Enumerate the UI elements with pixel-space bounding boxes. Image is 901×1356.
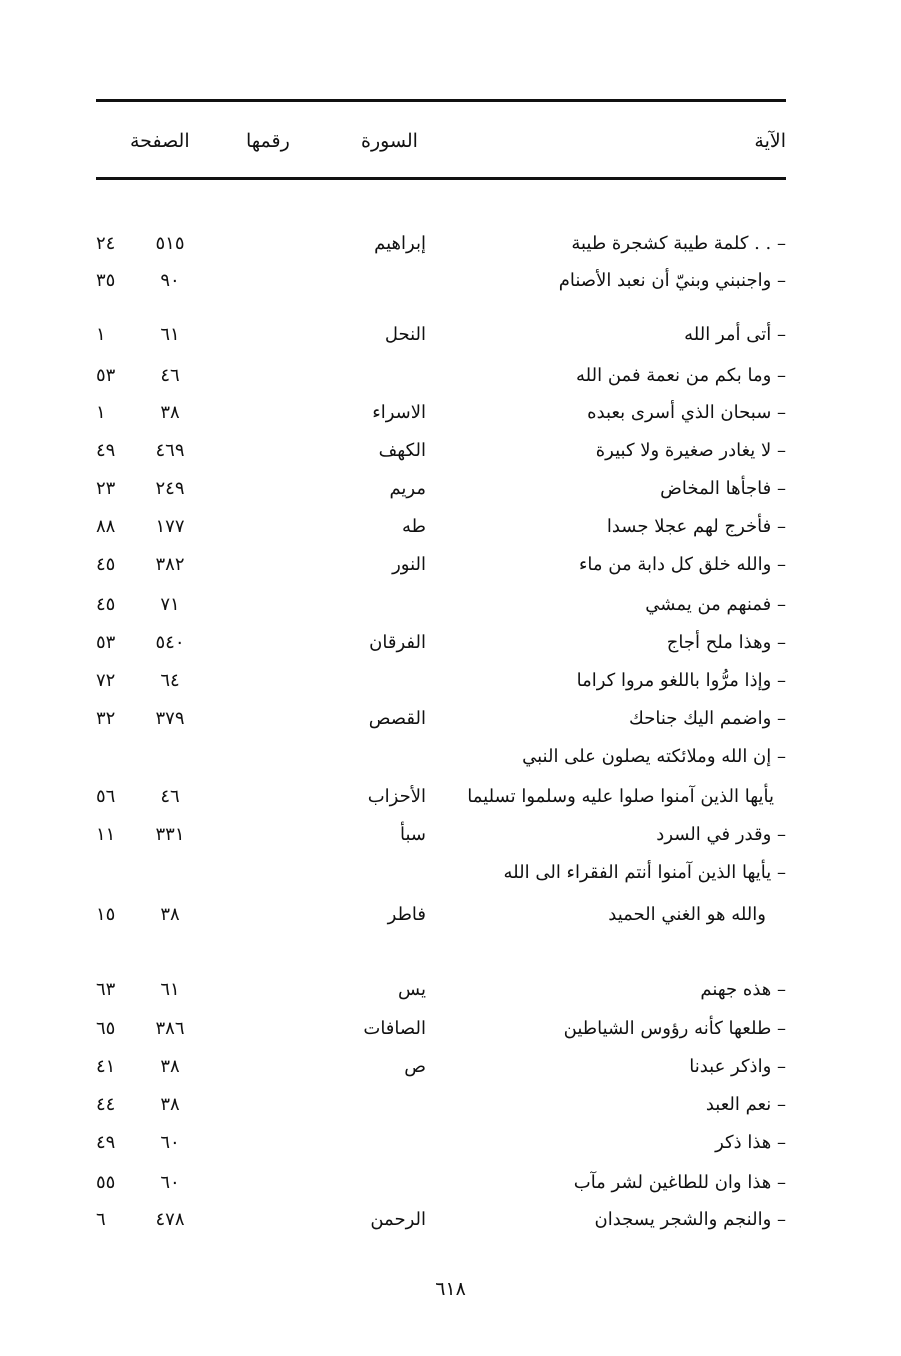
page-ref: ٣٨ bbox=[160, 904, 180, 925]
surah-name: الأحزاب bbox=[367, 786, 426, 807]
surah-name: ص bbox=[404, 1056, 426, 1077]
surah-name: يس bbox=[398, 979, 426, 1000]
verse-text: والله هو الغني الحميد bbox=[608, 904, 766, 925]
verse-text: – نعم العبد bbox=[705, 1094, 786, 1115]
verse-number: ١١ bbox=[96, 824, 116, 845]
page-ref: ٧١ bbox=[160, 594, 180, 615]
surah-name: الكهف bbox=[378, 440, 426, 461]
page-ref: ٦١ bbox=[160, 979, 180, 1000]
verse-number: ٤٥ bbox=[96, 554, 116, 575]
table-row bbox=[96, 1128, 786, 1158]
table-row bbox=[96, 858, 786, 888]
page-ref: ٦٤ bbox=[160, 670, 180, 691]
table-row bbox=[96, 229, 786, 259]
page-ref: ١٧٧ bbox=[155, 516, 185, 537]
verse-number: ٦ bbox=[96, 1209, 106, 1230]
page-ref: ٩٠ bbox=[160, 270, 180, 291]
table-row bbox=[96, 436, 786, 466]
verse-text: – هذا وان للطاغين لشر مآب bbox=[573, 1172, 786, 1193]
verse-text: – سبحان الذي أسرى بعبده bbox=[587, 402, 786, 423]
verse-number: ٣٥ bbox=[96, 270, 116, 291]
table-row bbox=[96, 590, 786, 620]
header-verse: الآية bbox=[754, 130, 786, 152]
page-ref: ٥٤٠ bbox=[155, 632, 185, 653]
verse-number: ٥٣ bbox=[96, 365, 116, 386]
verse-number: ٦٣ bbox=[96, 979, 116, 1000]
table-row bbox=[96, 266, 786, 296]
table-row bbox=[96, 361, 786, 391]
verse-text: – واجنبني وبنيّ أن نعبد الأصنام bbox=[558, 270, 786, 291]
surah-name: القصص bbox=[368, 708, 426, 729]
page-ref: ٢٤٩ bbox=[155, 478, 185, 499]
table-row bbox=[96, 628, 786, 658]
page-ref: ٣٧٩ bbox=[155, 708, 185, 729]
verse-number: ٥٣ bbox=[96, 632, 116, 653]
table-row bbox=[96, 704, 786, 734]
verse-text: – طلعها كأنه رؤوس الشياطين bbox=[563, 1018, 786, 1039]
table-row bbox=[96, 512, 786, 542]
verse-number: ٢٣ bbox=[96, 478, 116, 499]
table-row bbox=[96, 1168, 786, 1198]
verse-text: – وهذا ملح أجاج bbox=[666, 632, 786, 653]
verse-text: – لا يغادر صغيرة ولا كبيرة bbox=[595, 440, 786, 461]
verse-text: – واذكر عبدنا bbox=[689, 1056, 786, 1077]
verse-number: ٤٩ bbox=[96, 1132, 116, 1153]
page-number: ٦١٨ bbox=[435, 1278, 466, 1300]
page-ref: ٤٦٩ bbox=[155, 440, 185, 461]
verse-number: ٤٩ bbox=[96, 440, 116, 461]
table-row bbox=[96, 820, 786, 850]
verse-text: – واضمم اليك جناحك bbox=[629, 708, 786, 729]
verse-text: – فأخرج لهم عجلا جسدا bbox=[606, 516, 786, 537]
verse-number: ١٥ bbox=[96, 904, 116, 925]
surah-name: الرحمن bbox=[370, 1209, 426, 1230]
page-ref: ٦٠ bbox=[160, 1132, 180, 1153]
surah-name: النحل bbox=[384, 324, 426, 345]
page-ref: ٤٦ bbox=[160, 786, 180, 807]
verse-number: ٤٥ bbox=[96, 594, 116, 615]
verse-text: – هذا ذكر bbox=[715, 1132, 786, 1153]
page-ref: ٣٨ bbox=[160, 402, 180, 423]
verse-text: – إن الله وملائكته يصلون على النبي bbox=[522, 746, 786, 767]
verse-text: – فاجأها المخاض bbox=[660, 478, 786, 499]
header-number: رقمها bbox=[246, 130, 290, 152]
verse-number: ٢٤ bbox=[96, 233, 116, 254]
verse-number: ٤٤ bbox=[96, 1094, 116, 1115]
verse-text: – هذه جهنم bbox=[700, 979, 786, 1000]
table-row bbox=[96, 1205, 786, 1235]
table-row bbox=[96, 900, 786, 930]
page-ref: ٣٨ bbox=[160, 1094, 180, 1115]
verse-number: ١ bbox=[96, 402, 106, 423]
surah-name: طه bbox=[402, 516, 426, 537]
table-row bbox=[96, 975, 786, 1005]
verse-text: – أتى أمر الله bbox=[684, 324, 786, 345]
page-ref: ٣٨٦ bbox=[155, 1018, 185, 1039]
table-row bbox=[96, 742, 786, 772]
surah-name: النور bbox=[392, 554, 426, 575]
verse-number: ٥٥ bbox=[96, 1172, 116, 1193]
surah-name: الفرقان bbox=[369, 632, 426, 653]
verse-text: يأيها الذين آمنوا صلوا عليه وسلموا تسليما bbox=[467, 786, 774, 807]
page-ref: ٤٦ bbox=[160, 365, 180, 386]
table-row bbox=[96, 474, 786, 504]
header-page: الصفحة bbox=[130, 130, 190, 152]
page-ref: ٣٨ bbox=[160, 1056, 180, 1077]
verse-number: ٧٢ bbox=[96, 670, 116, 691]
header-surah: السورة bbox=[361, 130, 418, 152]
verse-text: – والله خلق كل دابة من ماء bbox=[578, 554, 786, 575]
table-row bbox=[96, 1090, 786, 1120]
verse-number: ٦٥ bbox=[96, 1018, 116, 1039]
table-row bbox=[96, 1052, 786, 1082]
verse-number: ٤١ bbox=[96, 1056, 116, 1077]
table-row bbox=[96, 550, 786, 580]
verse-number: ٨٨ bbox=[96, 516, 116, 537]
header-rule bbox=[96, 177, 786, 180]
verse-text: – وما بكم من نعمة فمن الله bbox=[576, 365, 786, 386]
top-rule bbox=[96, 99, 786, 102]
verse-number: ٣٢ bbox=[96, 708, 116, 729]
surah-name: الصافات bbox=[363, 1018, 426, 1039]
surah-name: مريم bbox=[389, 478, 426, 499]
table-row bbox=[96, 1014, 786, 1044]
page-ref: ٥١٥ bbox=[155, 233, 185, 254]
verse-number: ٥٦ bbox=[96, 786, 116, 807]
surah-name: إبراهيم bbox=[374, 233, 426, 254]
verse-number: ١ bbox=[96, 324, 106, 345]
verse-text: – والنجم والشجر يسجدان bbox=[594, 1209, 786, 1230]
page-ref: ٦١ bbox=[160, 324, 180, 345]
surah-name: الاسراء bbox=[372, 402, 426, 423]
page-ref: ٤٧٨ bbox=[155, 1209, 185, 1230]
verse-text: – يأيها الذين آمنوا أنتم الفقراء الى الله bbox=[503, 862, 786, 883]
surah-name: سبأ bbox=[400, 824, 426, 845]
page-ref: ٦٠ bbox=[160, 1172, 180, 1193]
verse-text: – وإذا مرُّوا باللغو مروا كراما bbox=[576, 670, 786, 691]
table-row bbox=[96, 782, 786, 812]
table-row bbox=[96, 398, 786, 428]
verse-text: – . . كلمة طيبة كشجرة طيبة bbox=[571, 233, 786, 254]
page-ref: ٣٣١ bbox=[155, 824, 185, 845]
table-row bbox=[96, 320, 786, 350]
verse-text: – فمنهم من يمشي bbox=[645, 594, 786, 615]
surah-name: فاطر bbox=[387, 904, 426, 925]
verse-text: – وقدر في السرد bbox=[656, 824, 786, 845]
page-ref: ٣٨٢ bbox=[155, 554, 185, 575]
table-row bbox=[96, 666, 786, 696]
